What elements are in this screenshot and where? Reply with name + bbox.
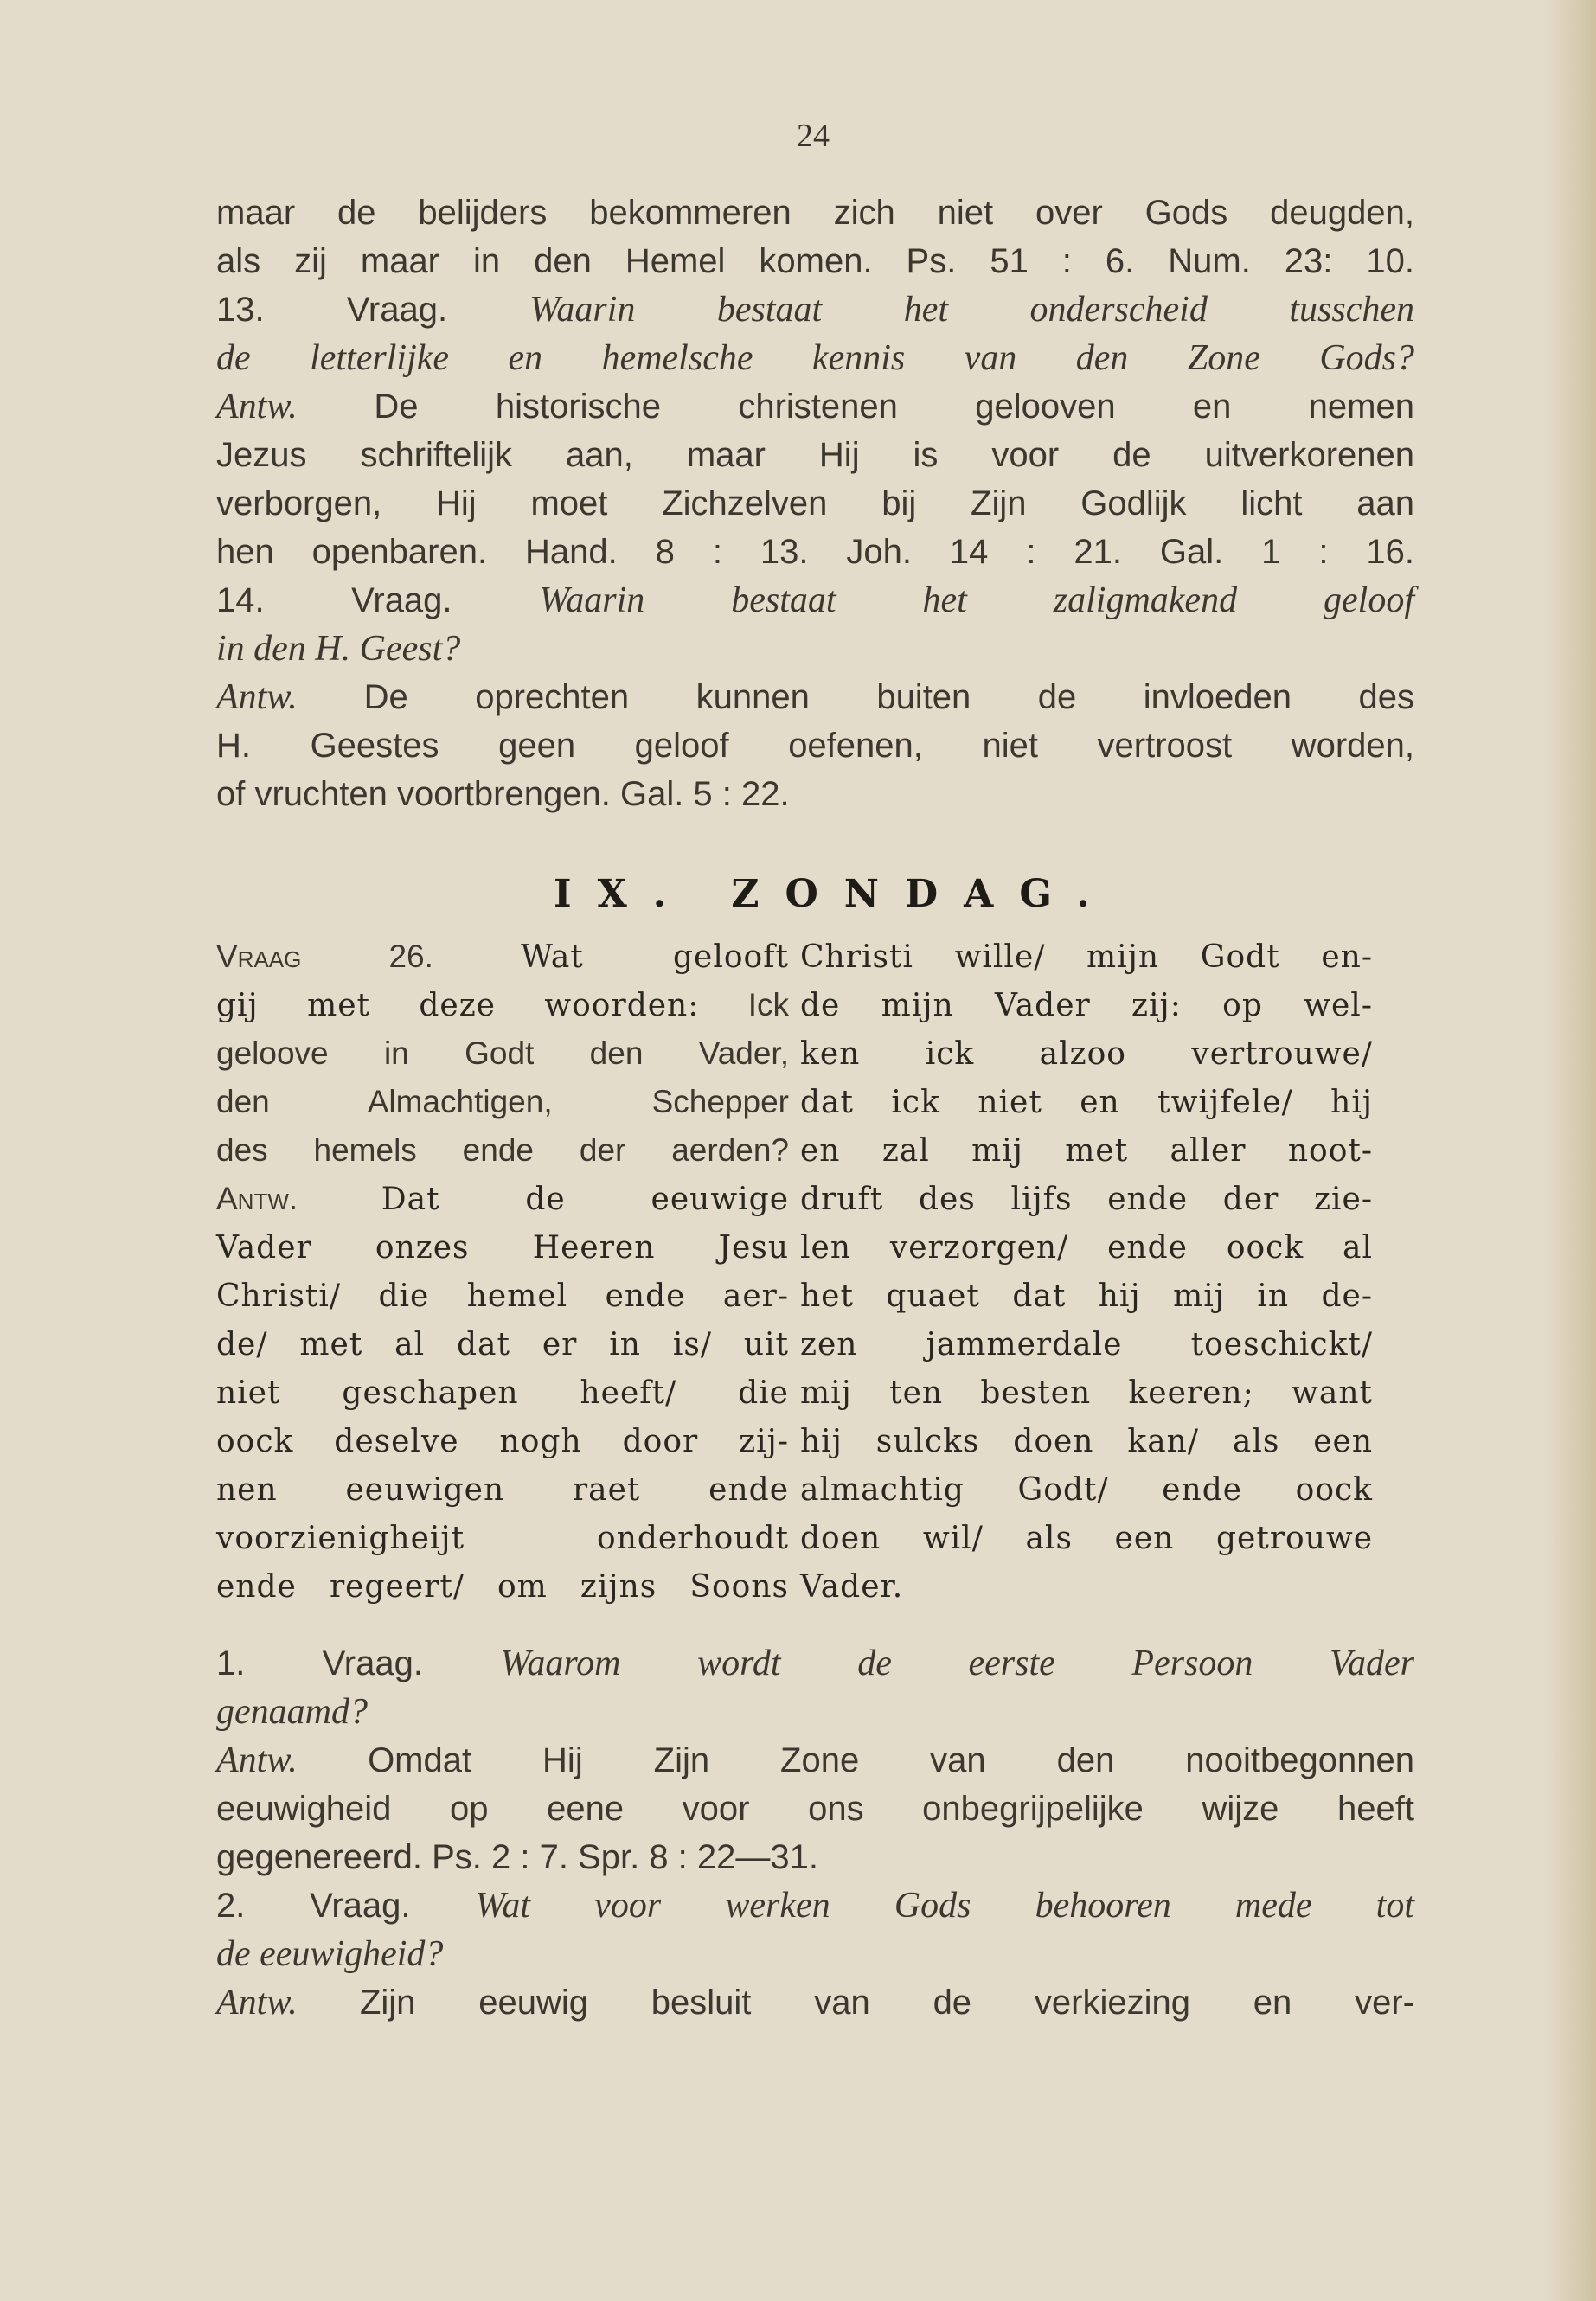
text-run: Waarin bestaat het onderscheid tusschen	[529, 290, 1414, 330]
text-run: 14. Vraag.	[216, 581, 540, 619]
text-line	[216, 1930, 1414, 1978]
right-column-line	[800, 1029, 1373, 1078]
text-run: Dat de eeuwige	[381, 1182, 789, 1217]
text-run: 13. Vraag.	[216, 291, 530, 329]
text-run: doen wil/ als een getrouwe	[800, 1521, 1373, 1556]
right-column-line	[800, 1078, 1373, 1126]
text-run: Wat gelooft	[520, 939, 789, 975]
text-run: druft des lijfs ende der zie-	[800, 1182, 1373, 1217]
left-column-line	[216, 1417, 789, 1465]
text-run: maar de belijders bekommeren zich niet over Gods deugden,	[216, 194, 1414, 232]
text-run: De historische christenen gelooven en nemen	[374, 388, 1414, 426]
text-run: len verzorgen/ ende oock al	[800, 1230, 1373, 1266]
text-run: Vader onzes Heeren Jesu	[216, 1230, 789, 1266]
bottom-text-block	[216, 1639, 1414, 2027]
text-line	[216, 431, 1414, 479]
right-column-line	[800, 1562, 1373, 1611]
text-run: eeuwigheid op eene voor ons onbegrijpelijke wijze heeft	[216, 1790, 1414, 1828]
left-column-line	[216, 1078, 789, 1126]
text-run: genaamd?	[216, 1692, 368, 1732]
right-column-line	[800, 1465, 1373, 1514]
left-column-line	[216, 1272, 789, 1320]
text-run: Antw.	[216, 387, 375, 426]
text-line	[216, 1978, 1414, 2027]
text-run: Waarom wordt de eerste Persoon Vader	[500, 1644, 1414, 1683]
text-run: Antw.	[216, 1740, 369, 1780]
text-line	[216, 1736, 1414, 1785]
text-run: Antw.	[216, 1983, 360, 2022]
text-run: De oprechten kunnen buiten de invloeden des	[363, 678, 1414, 716]
text-run: en zal mij met aller noot-	[800, 1133, 1373, 1169]
text-run: Vader.	[800, 1569, 904, 1605]
text-run: Wat voor werken Gods behooren mede tot	[475, 1886, 1414, 1926]
right-column-line	[800, 933, 1373, 981]
text-run: oock deselve nogh door zij-	[216, 1424, 789, 1459]
text-run: voorzienigheijt onderhoudt	[216, 1521, 789, 1556]
text-run: zen jammerdale toeschickt/	[800, 1327, 1373, 1362]
text-run: niet geschapen heeft/ die	[216, 1375, 789, 1411]
text-run: hen openbaren. Hand. 8 : 13. Joh. 14 : 21. Gal. 1 : 16.	[216, 533, 1414, 571]
text-run: geloove in Godt den Vader,	[216, 1035, 789, 1071]
right-column-gothic	[800, 933, 1373, 1611]
right-column-line	[800, 1320, 1373, 1368]
text-run: Vraag 26.	[216, 939, 521, 974]
text-line	[216, 285, 1414, 334]
page-edge-shadow	[1544, 0, 1596, 2301]
text-run: Omdat Hij Zijn Zone van den nooitbegonnen	[368, 1741, 1414, 1779]
text-run: almachtig Godt/ ende oock	[800, 1472, 1373, 1508]
text-line	[216, 334, 1414, 382]
text-line	[216, 237, 1414, 285]
text-line	[216, 576, 1414, 625]
text-run: in den H. Geest?	[216, 629, 461, 669]
text-run: Christi/ die hemel ende aer-	[216, 1279, 789, 1314]
left-column-line	[216, 1368, 789, 1417]
left-column	[216, 933, 789, 1611]
text-run: gegenereerd. Ps. 2 : 7. Spr. 8 : 22—31.	[216, 1838, 818, 1876]
text-run: nen eeuwigen raet ende	[216, 1472, 789, 1508]
text-line	[216, 528, 1414, 576]
left-column-line	[216, 1126, 789, 1175]
text-run: gij met deze woorden:	[216, 988, 748, 1023]
text-line	[216, 189, 1414, 237]
right-column-line	[800, 1223, 1373, 1272]
text-run: ende regeert/ om zijns Soons	[216, 1569, 789, 1605]
text-run: de mijn Vader zij: op wel-	[800, 988, 1373, 1023]
right-column-line	[800, 1126, 1373, 1175]
left-column-line	[216, 981, 789, 1029]
text-run: Jezus schriftelijk aan, maar Hij is voor de uitverkorenen	[216, 436, 1414, 474]
text-run: 1. Vraag.	[216, 1644, 501, 1682]
text-run: verborgen, Hij moet Zichzelven bij Zijn Godlijk licht aan	[216, 484, 1414, 522]
text-line	[216, 721, 1414, 770]
top-text-block	[216, 189, 1414, 818]
text-line	[216, 382, 1414, 431]
text-run: de/ met al dat er in is/ uit	[216, 1327, 789, 1362]
text-run: de letterlijke en hemelsche kennis van den Zone Gods?	[216, 338, 1414, 378]
page-number: 24	[797, 118, 830, 154]
left-column-line	[216, 1465, 789, 1514]
text-run: den Almachtigen, Schepper	[216, 1084, 789, 1119]
text-run: des hemels ende der aerden?	[216, 1132, 789, 1168]
section-heading: IX. ZONDAG.	[554, 872, 1116, 916]
text-run: Antw.	[216, 1181, 381, 1216]
text-line	[216, 1833, 1414, 1881]
text-run: of vruchten voortbrengen. Gal. 5 : 22.	[216, 775, 790, 813]
left-column-line	[216, 1562, 789, 1611]
text-run: mij ten besten keeren; want	[800, 1375, 1373, 1411]
text-run: Waarin bestaat het zaligmakend geloof	[539, 580, 1415, 620]
text-line	[216, 673, 1414, 721]
text-line	[216, 1881, 1414, 1930]
left-column-line	[216, 1029, 789, 1078]
text-line	[216, 1639, 1414, 1688]
text-run: de eeuwigheid?	[216, 1934, 444, 1974]
text-line	[216, 770, 1414, 818]
right-column-line	[800, 1514, 1373, 1562]
text-run: H. Geestes geen geloof oefenen, niet vertroost worden,	[216, 727, 1414, 765]
text-run: Ick	[747, 987, 789, 1022]
right-column-line	[800, 981, 1373, 1029]
text-line	[216, 479, 1414, 528]
text-run: dat ick niet en twijfele/ hij	[800, 1085, 1373, 1120]
text-line	[216, 1785, 1414, 1833]
text-run: Antw.	[216, 677, 364, 717]
right-column-line	[800, 1368, 1373, 1417]
right-column-line	[800, 1417, 1373, 1465]
text-run: hij sulcks doen kan/ als een	[800, 1424, 1373, 1459]
left-column-line	[216, 1514, 789, 1562]
left-column-line	[216, 1175, 789, 1223]
text-line	[216, 625, 1414, 673]
left-column-line	[216, 933, 789, 981]
text-run: 2. Vraag.	[216, 1887, 476, 1925]
left-column-line	[216, 1223, 789, 1272]
text-run: ken ick alzoo vertrouwe/	[800, 1036, 1373, 1072]
right-column-line	[800, 1272, 1373, 1320]
text-run: het quaet dat hij mij in de-	[800, 1279, 1373, 1314]
text-run: Zijn eeuwig besluit van de verkiezing en ver-	[359, 1984, 1414, 2022]
text-run: als zij maar in den Hemel komen. Ps. 51 : 6. Num. 23: 10.	[216, 242, 1414, 280]
text-line	[216, 1688, 1414, 1736]
text-run: Christi wille/ mijn Godt en-	[800, 939, 1373, 975]
left-column-line	[216, 1320, 789, 1368]
right-column-line	[800, 1175, 1373, 1223]
